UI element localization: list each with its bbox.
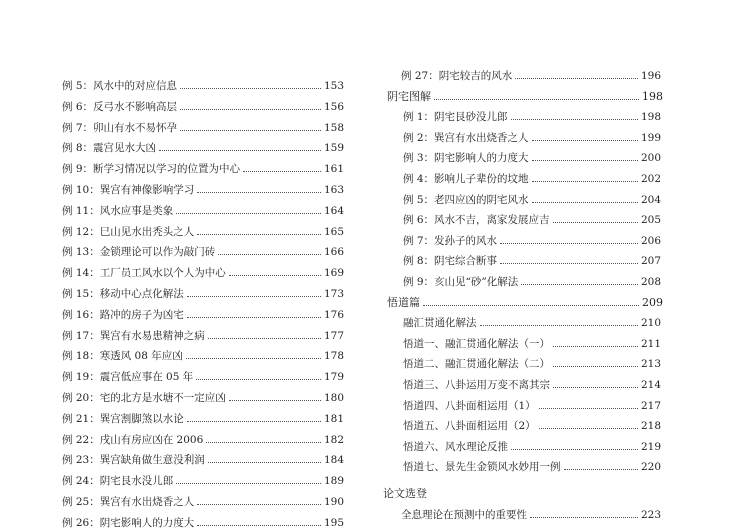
toc-entry-label: 例 18：寒透风 08 年应凶 xyxy=(62,350,183,363)
toc-entry xyxy=(403,103,661,123)
toc-page-number: 182 xyxy=(323,433,344,446)
toc-entry-label: 例 9：断学习情况以学习的位置为中心 xyxy=(62,163,241,176)
toc-page-number: 220 xyxy=(640,461,661,474)
dot-leader xyxy=(243,170,321,172)
toc-page-number: 223 xyxy=(640,508,661,521)
toc-page-number: 219 xyxy=(640,440,661,453)
toc-page-number: 177 xyxy=(323,329,344,342)
toc-entry-label: 悟道七、景先生金锁风水妙用一例 xyxy=(403,461,561,474)
toc-entry-label: 例 8：阴宅综合断事 xyxy=(403,255,498,268)
toc-entry xyxy=(387,83,663,103)
dot-leader xyxy=(434,98,639,100)
dot-leader xyxy=(530,516,638,518)
toc-page-number: 153 xyxy=(323,80,344,92)
toc-entry-label: 例 22：戌山有房应凶在 2006 xyxy=(62,433,204,446)
dot-leader xyxy=(532,180,638,182)
toc-page-number: 208 xyxy=(640,276,661,288)
toc-entry-label: 例 17：巽宫有水易患精神之病 xyxy=(62,329,205,342)
dot-leader xyxy=(423,304,639,306)
toc-entry-label: 例 12：巳山见水出秃头之人 xyxy=(62,225,195,238)
toc-page-number: 200 xyxy=(640,152,661,165)
toc-entry xyxy=(403,268,661,288)
toc-entry-label: 例 16：路冲的房子为凶宅 xyxy=(62,308,184,321)
toc-entry-label: 悟道三、八卦运用万变不离其宗 xyxy=(403,379,550,391)
toc-entry-label: 例 13：金锁理论可以作为敲门砖 xyxy=(62,246,216,259)
toc-page-number: 173 xyxy=(323,288,344,300)
dot-leader xyxy=(500,242,638,244)
dot-leader xyxy=(553,221,638,223)
dot-leader xyxy=(186,357,321,359)
toc-entry-label: 例 25：巽宫有水出烧香之人 xyxy=(62,496,195,508)
dot-leader xyxy=(500,262,638,264)
toc-entry xyxy=(403,433,661,453)
toc-entry-label: 例 8：震宫见水大凶 xyxy=(62,142,157,155)
toc-entry-label: 例 9：亥山见“砂”化解法 xyxy=(403,276,519,288)
toc-entry-label: 例 23：巽宫缺角做生意没利润 xyxy=(62,454,205,467)
dot-leader xyxy=(197,191,321,193)
dot-leader xyxy=(553,386,638,388)
toc-entry xyxy=(62,446,344,466)
toc-entry xyxy=(403,124,661,144)
toc-entry-label: 全息理论在预测中的重要性 xyxy=(401,508,527,521)
toc-entry-label: 论文选登 xyxy=(383,487,427,500)
toc-entry xyxy=(403,247,661,267)
toc-entry-label: 例 6：风水不吉，离家发展应吉 xyxy=(403,214,550,227)
toc-entry xyxy=(62,363,344,383)
toc-entry xyxy=(403,412,661,432)
toc-page-number: 164 xyxy=(323,204,344,217)
toc-entry xyxy=(62,426,344,446)
dot-leader xyxy=(197,524,321,526)
toc-entry xyxy=(62,342,344,362)
toc-entry-label: 例 14：工厂员工风水以个人为中心 xyxy=(62,267,226,280)
toc-page-number: 165 xyxy=(323,225,344,238)
toc-page-number: 158 xyxy=(323,121,344,134)
dot-leader xyxy=(197,233,321,235)
dot-leader xyxy=(187,316,321,318)
dot-leader xyxy=(511,448,638,450)
toc-page-number: 211 xyxy=(640,337,661,350)
toc-entry-label: 例 10：巽宫有神像影响学习 xyxy=(62,184,195,196)
toc-entry-label: 例 21：巽宫割脚煞以水论 xyxy=(62,412,184,425)
toc-entry-label: 例 24：阴宅艮水没儿郎 xyxy=(62,475,174,488)
toc-page-number: 169 xyxy=(323,267,344,280)
dot-leader xyxy=(480,324,638,326)
toc-entry xyxy=(62,134,344,154)
toc-entry xyxy=(62,93,344,113)
toc-entry xyxy=(62,322,344,342)
toc-entry xyxy=(62,280,344,300)
toc-entry xyxy=(62,218,344,238)
dot-leader xyxy=(511,118,638,120)
right-page xyxy=(375,0,750,530)
toc-entry xyxy=(403,144,661,164)
toc-page-number: 202 xyxy=(640,173,661,185)
toc-entry xyxy=(403,453,661,473)
dot-leader xyxy=(208,337,321,339)
toc-page-number: 198 xyxy=(642,89,663,103)
toc-page-number: 207 xyxy=(640,255,661,268)
dot-leader xyxy=(180,87,321,89)
dot-leader xyxy=(187,420,321,422)
dot-leader xyxy=(218,253,321,255)
toc-entry-label: 例 5：风水中的对应信息 xyxy=(62,80,178,92)
toc-page-number: 196 xyxy=(640,70,661,82)
toc-entry xyxy=(62,384,344,404)
dot-leader xyxy=(159,149,321,151)
dot-leader xyxy=(206,441,321,443)
toc-entry xyxy=(62,259,344,279)
dot-leader xyxy=(539,427,638,429)
dot-leader xyxy=(564,468,638,470)
toc-entry-label: 例 3：阴宅影响人的力度大 xyxy=(403,152,529,165)
dot-leader xyxy=(553,345,638,347)
toc-entry xyxy=(62,467,344,487)
toc-entry-label: 例 7：卯山有水不易怀孕 xyxy=(62,121,178,134)
toc-page-number: 178 xyxy=(323,350,344,363)
toc-entry xyxy=(383,480,583,500)
toc-entry xyxy=(403,165,661,185)
toc-page-number: 189 xyxy=(323,475,344,488)
toc-entry xyxy=(62,155,344,175)
toc-entry xyxy=(62,197,344,217)
toc-page-number: 205 xyxy=(640,214,661,227)
dot-leader xyxy=(521,283,638,285)
dot-leader xyxy=(176,482,321,484)
toc-page-number: 217 xyxy=(640,399,661,412)
toc-entry-label: 例 15：移动中心点化解法 xyxy=(62,288,184,300)
dot-leader xyxy=(229,399,321,401)
toc-entry-label: 例 11：风水应事是类象 xyxy=(62,204,174,217)
toc-entry xyxy=(403,309,661,329)
toc-entry-label: 例 20：宅的北方是水塘不一定应凶 xyxy=(62,392,226,404)
toc-page-number: 161 xyxy=(323,163,344,176)
dot-leader xyxy=(176,212,321,214)
toc-page-number: 210 xyxy=(640,317,661,330)
toc-page-number: 179 xyxy=(323,371,344,384)
toc-entry-label: 例 26：阴宅影响人的力度大 xyxy=(62,516,195,529)
toc-entry xyxy=(62,72,344,92)
dot-leader xyxy=(515,77,638,79)
dot-leader xyxy=(187,295,321,297)
toc-page-number: 166 xyxy=(323,246,344,259)
toc-entry-label: 悟道五、八卦面相运用（2） xyxy=(403,420,536,433)
toc-entry xyxy=(403,330,661,350)
toc-page-number: 190 xyxy=(323,496,344,508)
toc-page-number: 204 xyxy=(640,193,661,206)
toc-entry xyxy=(401,501,661,521)
toc-page-number: 199 xyxy=(640,131,661,144)
toc-entry xyxy=(403,392,661,412)
toc-entry xyxy=(62,405,344,425)
toc-page-number: 156 xyxy=(323,100,344,113)
toc-page-number: 180 xyxy=(323,392,344,404)
toc-entry xyxy=(403,186,661,206)
dot-leader xyxy=(196,378,321,380)
dot-leader xyxy=(539,407,638,409)
toc-page-number: 213 xyxy=(640,358,661,371)
toc-page-number: 159 xyxy=(323,142,344,155)
toc-entry xyxy=(62,488,344,508)
toc-page-number: 218 xyxy=(640,420,661,433)
toc-entry-label: 例 6：反弓水不影响高层 xyxy=(62,100,178,113)
toc-entry-label: 融汇贯通化解法 xyxy=(403,317,477,330)
toc-page-number: 195 xyxy=(323,516,344,529)
toc-entry xyxy=(401,62,661,82)
toc-entry xyxy=(387,289,663,309)
toc-entry-label: 例 5：老四应凶的阴宅风水 xyxy=(403,193,529,206)
toc-entry-label: 例 19：震宫低应事在 05 年 xyxy=(62,371,194,384)
toc-entry-label: 悟道篇 xyxy=(387,295,420,309)
toc-entry-label: 悟道六、风水理论反推 xyxy=(403,440,508,453)
dot-leader xyxy=(532,139,638,141)
toc-page-number: 176 xyxy=(323,308,344,321)
toc-entry-label: 例 27：阴宅较吉的风水 xyxy=(401,70,513,82)
toc-entry-label: 例 1：阴宅艮砂没儿郎 xyxy=(403,111,508,124)
toc-page-number: 206 xyxy=(640,234,661,247)
dot-leader xyxy=(553,365,638,367)
dot-leader xyxy=(180,129,321,131)
toc-entry-label: 阴宅图解 xyxy=(387,89,431,103)
dot-leader xyxy=(208,461,321,463)
toc-entry xyxy=(403,371,661,391)
toc-entry xyxy=(62,301,344,321)
toc-entry-label: 悟道二、融汇贯通化解法（二） xyxy=(403,358,550,371)
toc-entry-label: 例 7：发孙子的风水 xyxy=(403,234,498,247)
toc-entry-label: 悟道四、八卦面相运用（1） xyxy=(403,399,536,412)
dot-leader xyxy=(197,503,321,505)
toc-page-number: 214 xyxy=(640,379,661,391)
toc-page-number: 184 xyxy=(323,454,344,467)
toc-entry xyxy=(403,227,661,247)
toc-entry xyxy=(403,206,661,226)
toc-entry-label: 悟道一、融汇贯通化解法（一） xyxy=(403,337,550,350)
dot-leader xyxy=(532,159,638,161)
toc-entry xyxy=(62,509,344,529)
dot-leader xyxy=(180,108,321,110)
toc-page-number: 209 xyxy=(642,295,663,309)
toc-entry xyxy=(62,114,344,134)
toc-page-number: 181 xyxy=(323,412,344,425)
toc-entry-label: 例 4：影响儿子辈份的坟地 xyxy=(403,173,529,185)
toc-entry xyxy=(403,350,661,370)
toc-entry xyxy=(62,176,344,196)
toc-page-number: 163 xyxy=(323,184,344,196)
toc-entry-label: 例 2：巽宫有水出烧香之人 xyxy=(403,131,529,144)
dot-leader xyxy=(229,274,321,276)
toc-page-number: 198 xyxy=(640,111,661,124)
toc-entry xyxy=(62,238,344,258)
dot-leader xyxy=(532,201,638,203)
